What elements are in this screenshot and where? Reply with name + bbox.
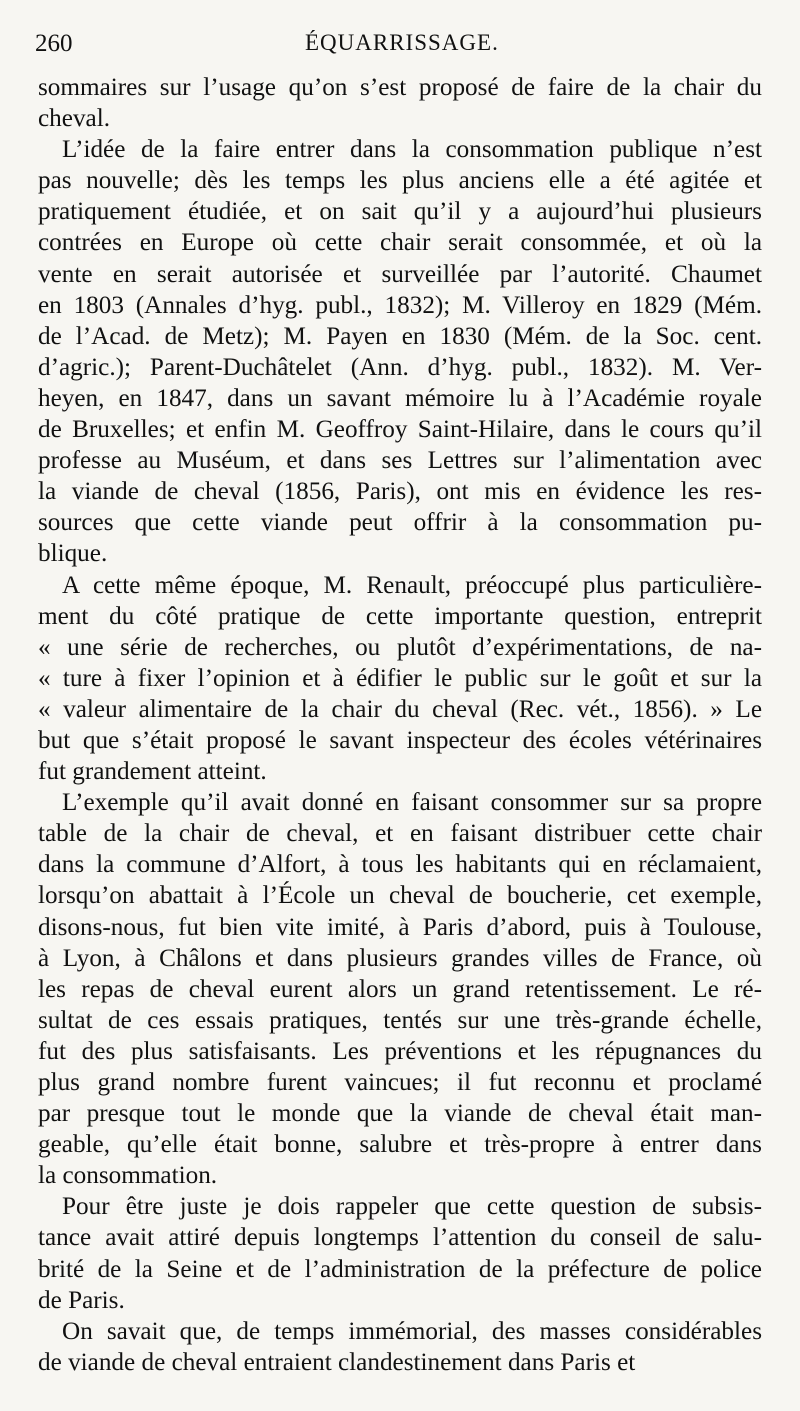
paragraph [38,787,762,1191]
text-line: but que s’était proposé le savant inspecteur des écoles vétérinaires [38,726,762,754]
text-line: à Lyon, à Châlons et dans plusieurs grandes villes de France, où [38,944,762,972]
text-line: les repas de cheval eurent alors un grand retentissement. Le ré- [38,975,762,1003]
text-line: de viande de cheval entraient clandestinement dans Paris et [38,1348,636,1376]
text-line: A cette même époque, M. Renault, préoccupé plus particulière- [62,571,762,599]
text-line: geable, qu’elle était bonne, salubre et très-propre à entrer dans [38,1131,762,1159]
text-line: de Bruxelles; et enfin M. Geoffroy Saint-Hilaire, dans le cours qu’il [38,416,762,444]
running-title: ÉQUARRISSAGE. [305,30,499,55]
text-line: « valeur alimentaire de la chair du cheval (Rec. vét., 1856). » Le [38,695,762,723]
text-line: de l’Acad. de Metz); M. Payen en 1830 (Mém. de la Soc. cent. [38,322,762,350]
paragraph [38,72,762,134]
text-line: L’exemple qu’il avait donné en faisant consommer sur sa propre [62,789,762,817]
paragraph [38,1316,762,1378]
text-line: « une série de recherches, ou plutôt d’expérimentations, de na- [38,633,762,661]
text-line: sommaires sur l’usage qu’on s’est proposé de faire de la chair du [38,74,762,101]
text-line: en 1803 (Annales d’hyg. publ., 1832); M. Villeroy en 1829 (Mém. [38,291,762,319]
text-line: pas nouvelle; dès les temps les plus anciens elle a été agitée et [38,167,762,195]
paragraph [38,570,762,788]
text-line: plus grand nombre furent vaincues; il fut reconnu et proclamé [38,1069,762,1096]
text-line: tance avait attiré depuis longtemps l’attention du conseil de salu- [38,1224,762,1252]
text-line: heyen, en 1847, dans un savant mémoire lu à l’Académie royale [38,384,762,412]
text-line: ment du côté pratique de cette importante question, entreprit [38,602,762,630]
text-line: cheval. [38,105,111,133]
text-line: d’agric.); Parent-Duchâtelet (Ann. d’hyg. publ., 1832). M. Ver- [38,353,762,381]
text-line: la consommation. [38,1162,218,1190]
text-line: fut des plus satisfaisants. Les préventions et les répugnances du [38,1037,762,1065]
body-text [38,72,762,1378]
paragraph [38,1191,762,1315]
text-line: par presque tout le monde que la viande de cheval était man- [38,1100,762,1128]
text-line: On savait que, de temps immémorial, des masses considérables [62,1317,762,1345]
page-header [35,30,760,60]
text-line: disons-nous, fut bien vite imité, à Paris d’abord, puis à Toulouse, [38,913,762,941]
text-line: vente en serait autorisée et surveillée par l’autorité. Chaumet [38,260,762,288]
text-line: « ture à fixer l’opinion et à édifier le public sur le goût et sur la [38,664,762,692]
text-line: Pour être juste je dois rappeler que cette question de subsis- [62,1193,762,1221]
paragraph [38,134,762,569]
text-line: fut grandement atteint. [38,758,267,786]
page-number: 260 [35,30,73,57]
text-line: table de la chair de cheval, et en faisant distribuer cette chair [38,820,762,848]
text-line: sultat de ces essais pratiques, tentés sur une très-grande échelle, [38,1006,762,1034]
text-line: de Paris. [38,1286,125,1314]
text-line: brité de la Seine et de l’administration de la préfecture de police [38,1255,762,1283]
text-line: pratiquement étudiée, et on sait qu’il y a aujourd’hui plusieurs [38,198,762,226]
text-line: contrées en Europe où cette chair serait consommée, et où la [38,229,762,257]
text-line: L’idée de la faire entrer dans la consommation publique n’est [62,136,762,164]
text-line: lorsqu’on abattait à l’École un cheval de boucherie, cet exemple, [38,882,762,910]
text-line: la viande de cheval (1856, Paris), ont mis en évidence les res- [38,478,762,506]
text-line: sources que cette viande peut offrir à la consommation pu- [38,509,762,537]
text-line: dans la commune d’Alfort, à tous les habitants qui en réclamaient, [38,851,762,879]
text-line: professe au Muséum, et dans ses Lettres sur l’alimentation avec [38,447,762,475]
text-line: blique. [38,540,108,568]
